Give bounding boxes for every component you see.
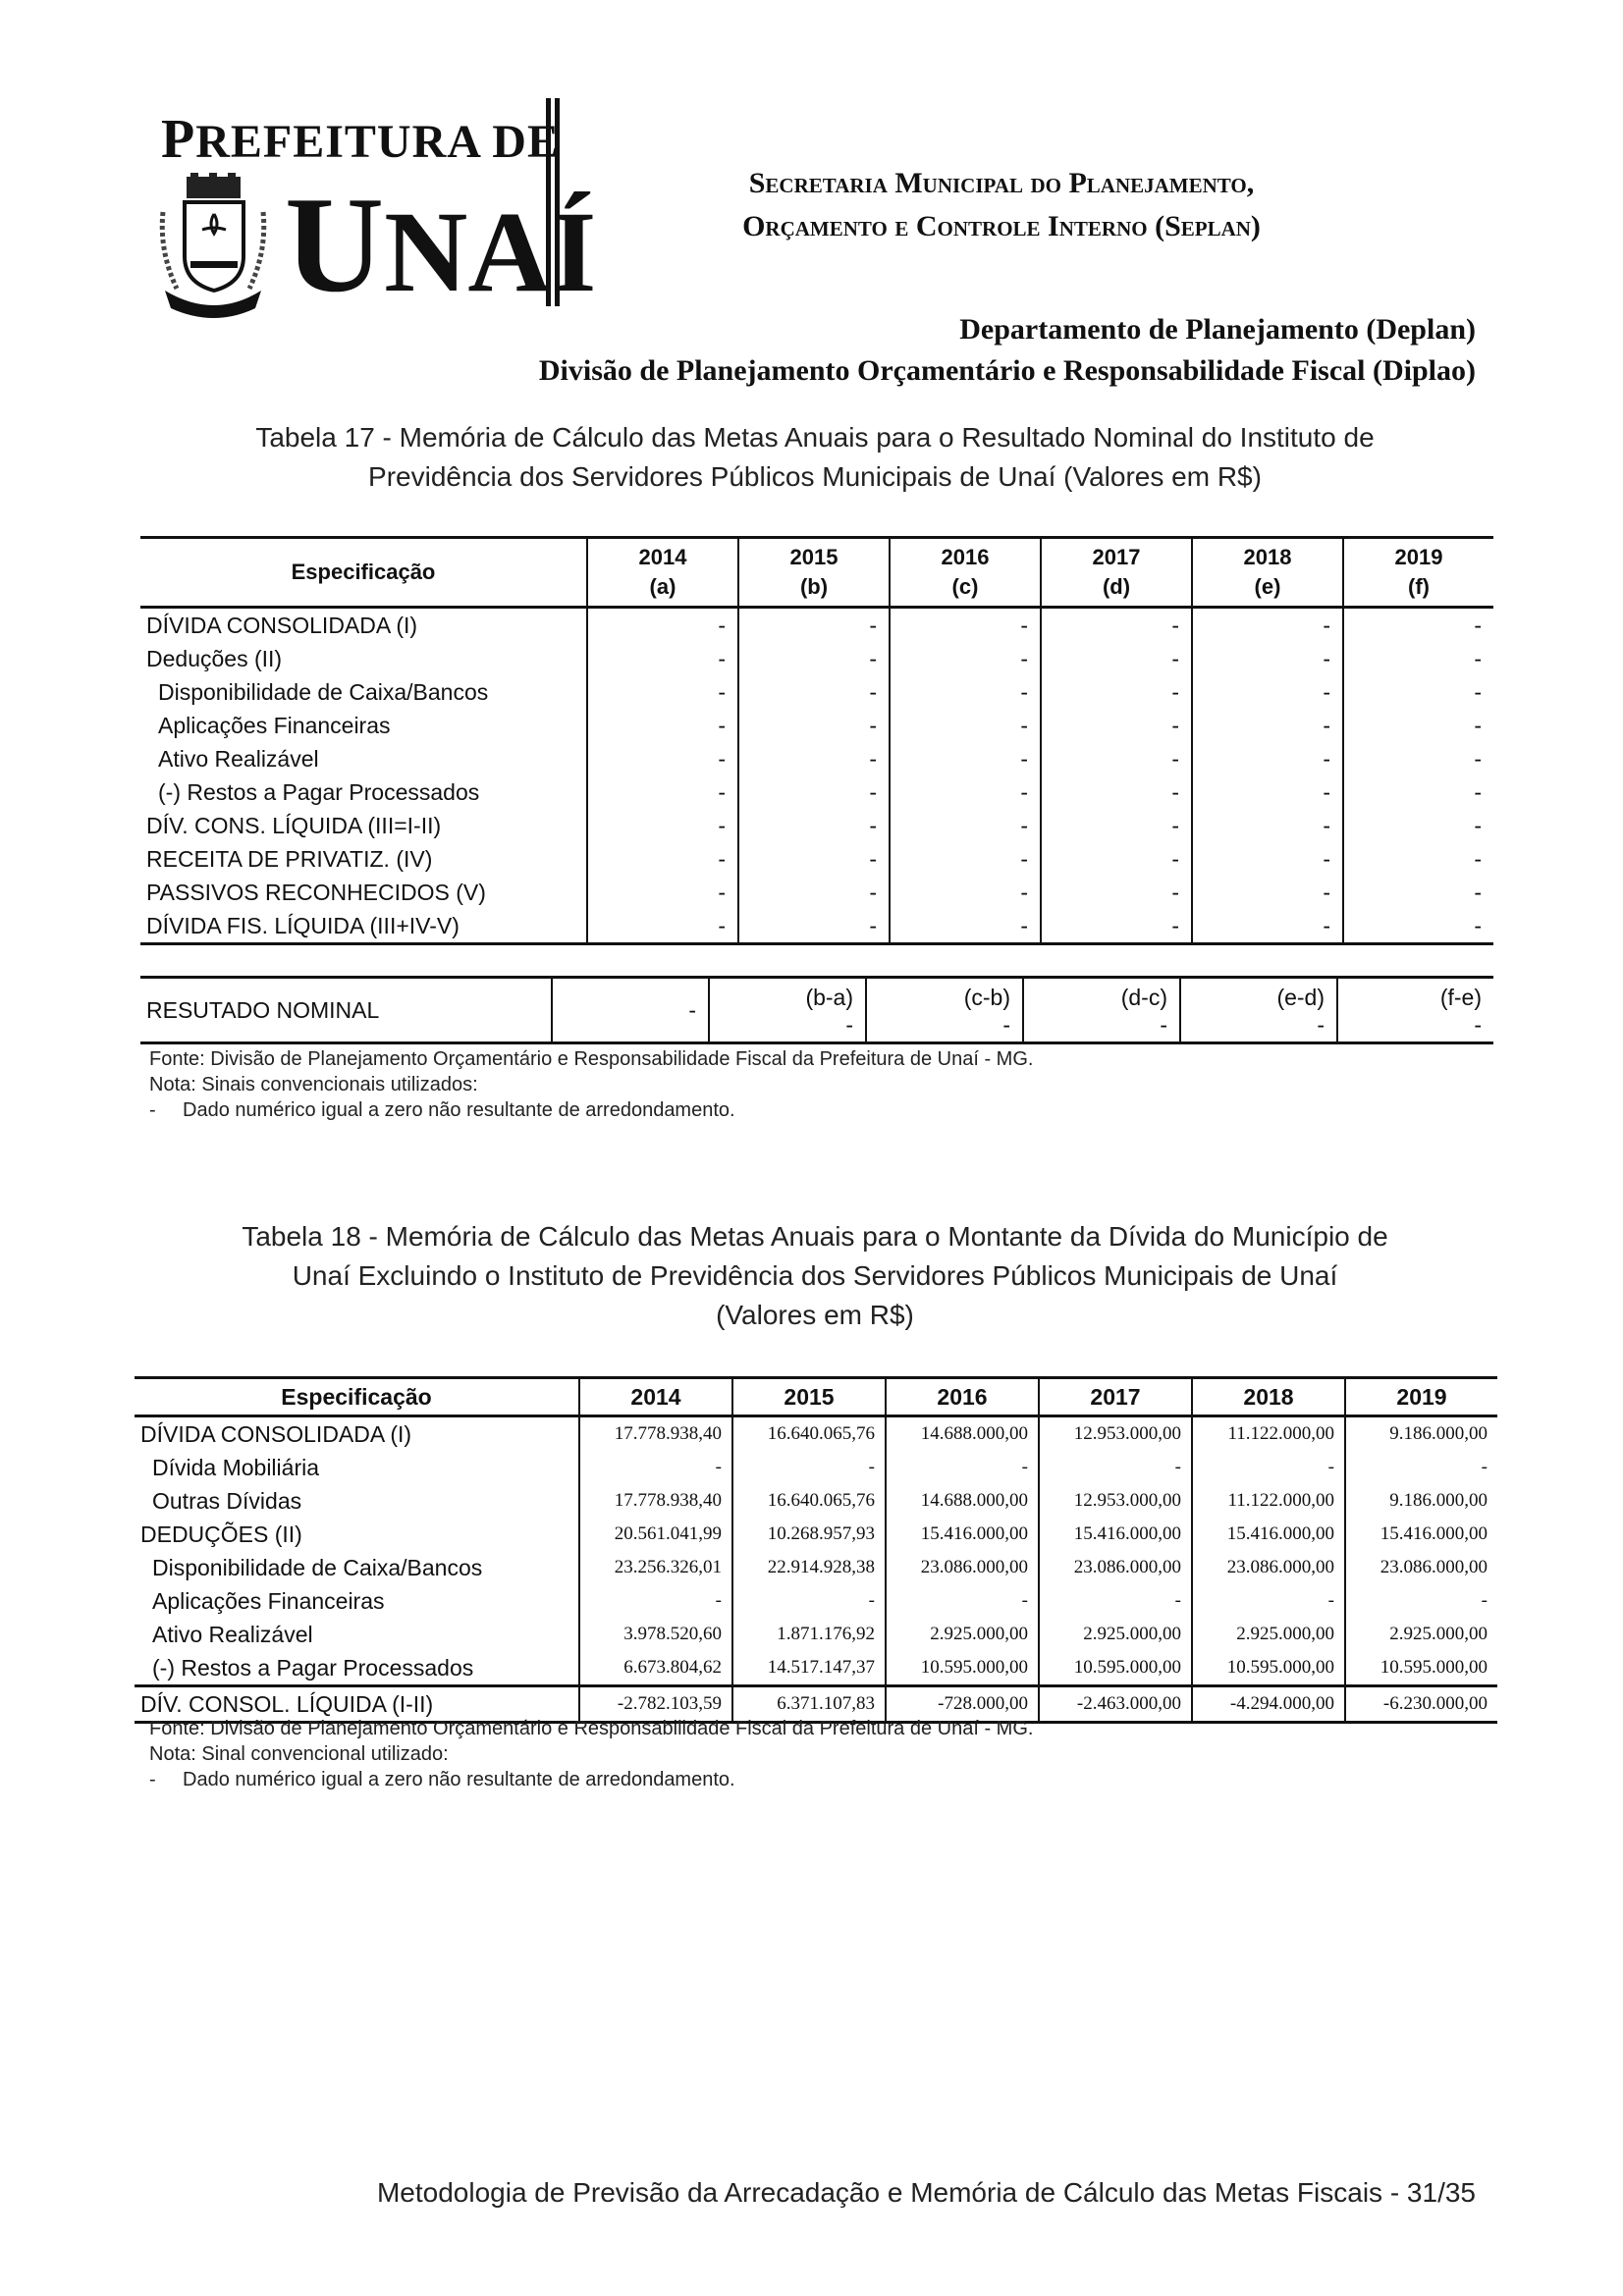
table-row: [140, 675, 1493, 709]
value-cell: -: [738, 909, 890, 944]
value-cell: 20.561.041,99: [579, 1518, 732, 1551]
table-row: [140, 608, 1493, 643]
value-cell: -: [587, 809, 738, 842]
value-cell: 10.595.000,00: [886, 1651, 1039, 1686]
value-cell: 15.416.000,00: [1039, 1518, 1192, 1551]
year-header: 2017: [1039, 1378, 1192, 1416]
year-header: 2015: [732, 1378, 886, 1416]
value-cell: 16.640.065,76: [732, 1416, 886, 1452]
value-cell: 6.673.804,62: [579, 1651, 732, 1686]
logo-title-line1: PREFEITURA DE: [161, 109, 560, 170]
value-cell: 14.688.000,00: [886, 1484, 1039, 1518]
value-cell: -: [1343, 742, 1493, 775]
row-label: DÍVIDA CONSOLIDADA (I): [140, 1421, 412, 1447]
value-cell: -: [1041, 642, 1192, 675]
value-cell: 16.640.065,76: [732, 1484, 886, 1518]
table-row: [140, 909, 1493, 944]
value-cell: -728.000,00: [886, 1686, 1039, 1723]
value-cell: -: [587, 775, 738, 809]
year-header: 2018: [1192, 1378, 1345, 1416]
value-cell: -: [587, 842, 738, 876]
value-cell: -: [1343, 909, 1493, 944]
value-cell: -4.294.000,00: [1192, 1686, 1345, 1723]
value-cell: -: [1192, 1584, 1345, 1618]
value-cell: 22.914.928,38: [732, 1551, 886, 1584]
municipal-coat-of-arms-icon: [157, 173, 270, 320]
row-label: DÍV. CONS. LÍQUIDA (III=I-II): [146, 813, 442, 838]
year-header: 2019: [1345, 1378, 1497, 1416]
value-cell: -: [1192, 709, 1343, 742]
table-row: [135, 1618, 1497, 1651]
row-label: DÍVIDA CONSOLIDADA (I): [146, 613, 418, 638]
value-cell: -: [886, 1584, 1039, 1618]
table17-nominal-result: [140, 976, 1493, 1044]
value-cell: -: [579, 1584, 732, 1618]
row-label: Disponibilidade de Caixa/Bancos: [158, 679, 489, 705]
value-cell: 11.122.000,00: [1192, 1484, 1345, 1518]
value-cell: 15.416.000,00: [886, 1518, 1039, 1551]
value-cell: -: [732, 1584, 886, 1618]
value-cell: 2.925.000,00: [1039, 1618, 1192, 1651]
secretaria-title: Secretaria Municipal do Planejamento, Orçamento e Controle Interno (Seplan): [742, 167, 1261, 242]
value-cell: -2.463.000,00: [1039, 1686, 1192, 1723]
value-cell: 2.925.000,00: [886, 1618, 1039, 1651]
value-cell: -: [1192, 742, 1343, 775]
row-label: RECEITA DE PRIVATIZ. (IV): [146, 846, 433, 872]
page-header: [0, 0, 1623, 412]
value-cell: 23.086.000,00: [1192, 1551, 1345, 1584]
value-cell: -: [1041, 909, 1192, 944]
row-label: Disponibilidade de Caixa/Bancos: [152, 1555, 483, 1580]
value-cell: 6.371.107,83: [732, 1686, 886, 1723]
value-cell: 23.086.000,00: [886, 1551, 1039, 1584]
value-cell: -: [1192, 608, 1343, 643]
value-cell: 12.953.000,00: [1039, 1484, 1192, 1518]
value-cell: 15.416.000,00: [1345, 1518, 1497, 1551]
table17-header-row: [140, 538, 1493, 608]
value-cell: -: [738, 642, 890, 675]
value-cell: -: [738, 608, 890, 643]
row-label: DÍVIDA FIS. LÍQUIDA (III+IV-V): [140, 909, 587, 944]
value-cell: -: [1192, 842, 1343, 876]
value-cell: -: [890, 809, 1041, 842]
year-header: 2019 (f): [1343, 538, 1493, 608]
header-divider: [546, 98, 560, 306]
value-cell: -: [1041, 675, 1192, 709]
table-row: [135, 1451, 1497, 1484]
value-cell: 10.595.000,00: [1345, 1651, 1497, 1686]
value-cell: -: [1343, 809, 1493, 842]
value-cell: 23.256.326,01: [579, 1551, 732, 1584]
table-row: [140, 809, 1493, 842]
table18-header-row: [135, 1378, 1497, 1416]
value-cell: -: [1041, 608, 1192, 643]
value-cell: 23.086.000,00: [1039, 1551, 1192, 1584]
value-cell: -: [587, 742, 738, 775]
value-cell: -: [890, 608, 1041, 643]
value-cell: -: [1192, 876, 1343, 909]
value-cell: -: [890, 775, 1041, 809]
table18-caption: Tabela 18 - Memória de Cálculo das Metas Anuais para o Montante da Dívida do Município de Unaí Excluindo o Instituto de Previdência dos Servidores Públicos Municipais de Unaí (Valores em R$): [242, 1221, 1388, 1330]
value-cell: 9.186.000,00: [1345, 1484, 1497, 1518]
value-cell: 15.416.000,00: [1192, 1518, 1345, 1551]
conventions-note: Nota: Sinal convencional utilizado:: [149, 1743, 449, 1765]
value-cell: -: [890, 709, 1041, 742]
value-cell: 14.688.000,00: [886, 1416, 1039, 1452]
value-cell: -: [1343, 842, 1493, 876]
source-note: Fonte: Divisão de Planejamento Orçamentário e Responsabilidade Fiscal da Prefeitura de Unaí - MG.: [149, 1718, 1034, 1739]
nominal-result-row: [140, 978, 1493, 1043]
table-row: [135, 1518, 1497, 1551]
table-row: [135, 1416, 1497, 1452]
value-cell: -: [890, 876, 1041, 909]
year-header: 2014: [579, 1378, 732, 1416]
legend-item: - Dado numérico igual a zero não resultante de arredondamento.: [149, 1769, 735, 1790]
value-cell: -: [1192, 642, 1343, 675]
nominal-cell: (f-e) -: [1337, 978, 1493, 1043]
value-cell: -: [1041, 809, 1192, 842]
nominal-cell: (d-c) -: [1023, 978, 1180, 1043]
prefeitura-logo: [157, 108, 597, 324]
value-cell: -: [1041, 842, 1192, 876]
nominal-cell: (c-b) -: [866, 978, 1023, 1043]
row-label: Dívida Mobiliária: [152, 1455, 320, 1480]
value-cell: 14.517.147,37: [732, 1651, 886, 1686]
value-cell: -: [587, 608, 738, 643]
nominal-cell: (b-a) -: [709, 978, 866, 1043]
row-label: PASSIVOS RECONHECIDOS (V): [146, 880, 486, 905]
value-cell: -: [1343, 709, 1493, 742]
value-cell: -: [1041, 709, 1192, 742]
value-cell: -: [738, 709, 890, 742]
row-label: Outras Dívidas: [152, 1488, 302, 1514]
table-row: [135, 1551, 1497, 1584]
value-cell: -: [738, 842, 890, 876]
table-row: [140, 709, 1493, 742]
value-cell: -6.230.000,00: [1345, 1686, 1497, 1723]
page-footer: Metodologia de Previsão da Arrecadação e Memória de Cálculo das Metas Fiscais - 31/35: [376, 2177, 1476, 2208]
value-cell: -: [1039, 1451, 1192, 1484]
value-cell: 12.953.000,00: [1039, 1416, 1192, 1452]
value-cell: -: [890, 675, 1041, 709]
row-label: DÍV. CONSOL. LÍQUIDA (I-II): [135, 1686, 579, 1723]
value-cell: 1.871.176,92: [732, 1618, 886, 1651]
source-note: Fonte: Divisão de Planejamento Orçamentário e Responsabilidade Fiscal da Prefeitura de Unaí - MG.: [149, 1048, 1034, 1070]
legend-item: - Dado numérico igual a zero não resultante de arredondamento.: [149, 1099, 735, 1121]
value-cell: -: [1041, 775, 1192, 809]
value-cell: -: [1343, 775, 1493, 809]
table-row: [140, 876, 1493, 909]
value-cell: -: [587, 642, 738, 675]
row-label: (-) Restos a Pagar Processados: [152, 1655, 474, 1681]
value-cell: 2.925.000,00: [1345, 1618, 1497, 1651]
value-cell: 10.268.957,93: [732, 1518, 886, 1551]
value-cell: -: [1192, 1451, 1345, 1484]
value-cell: -: [1192, 909, 1343, 944]
row-label: Aplicações Financeiras: [152, 1588, 385, 1614]
value-cell: -: [886, 1451, 1039, 1484]
year-header: 2017 (d): [1041, 538, 1192, 608]
department-heading: Departamento de Planejamento (Deplan) Divisão de Planejamento Orçamentário e Responsabilidade Fiscal (Diplao): [538, 313, 1476, 387]
value-cell: 10.595.000,00: [1039, 1651, 1192, 1686]
value-cell: -: [1345, 1584, 1497, 1618]
value-cell: -: [587, 909, 738, 944]
value-cell: -: [890, 642, 1041, 675]
value-cell: -: [738, 742, 890, 775]
table-row: [140, 775, 1493, 809]
value-cell: -: [1343, 608, 1493, 643]
value-cell: -: [890, 742, 1041, 775]
value-cell: -: [579, 1451, 732, 1484]
value-cell: -: [738, 809, 890, 842]
table-row: [135, 1484, 1497, 1518]
table-row: [140, 642, 1493, 675]
value-cell: -: [587, 675, 738, 709]
value-cell: -: [738, 775, 890, 809]
value-cell: 10.595.000,00: [1192, 1651, 1345, 1686]
row-label: (-) Restos a Pagar Processados: [158, 779, 480, 805]
year-header: 2016 (c): [890, 538, 1041, 608]
value-cell: 9.186.000,00: [1345, 1416, 1497, 1452]
value-cell: -: [738, 675, 890, 709]
table17: [140, 536, 1493, 945]
table18: [135, 1376, 1497, 1724]
row-label: DEDUÇÕES (II): [140, 1522, 302, 1547]
value-cell: 23.086.000,00: [1345, 1551, 1497, 1584]
value-cell: -: [890, 842, 1041, 876]
value-cell: -: [1343, 675, 1493, 709]
nominal-cell: (e-d) -: [1180, 978, 1337, 1043]
nominal-first-value: -: [552, 978, 709, 1043]
value-cell: -: [732, 1451, 886, 1484]
logo-title-line2: UNAÍ: [285, 169, 597, 321]
year-header: 2018 (e): [1192, 538, 1343, 608]
value-cell: -: [890, 909, 1041, 944]
value-cell: -: [1192, 675, 1343, 709]
value-cell: -: [1345, 1451, 1497, 1484]
year-header: 2014 (a): [587, 538, 738, 608]
row-label: Ativo Realizável: [158, 746, 319, 772]
year-header: 2016: [886, 1378, 1039, 1416]
value-cell: 3.978.520,60: [579, 1618, 732, 1651]
table-row: [140, 742, 1493, 775]
value-cell: -: [1041, 876, 1192, 909]
value-cell: -2.782.103,59: [579, 1686, 732, 1723]
table-row: [140, 842, 1493, 876]
value-cell: -: [587, 709, 738, 742]
table-row: [135, 1584, 1497, 1618]
value-cell: -: [1343, 642, 1493, 675]
nominal-result-label: RESUTADO NOMINAL: [140, 978, 552, 1043]
value-cell: -: [1343, 876, 1493, 909]
value-cell: -: [587, 876, 738, 909]
year-header: 2015 (b): [738, 538, 890, 608]
table-row: [135, 1651, 1497, 1686]
row-label: Deduções (II): [146, 646, 283, 671]
table17-caption: Tabela 17 - Memória de Cálculo das Metas Anuais para o Resultado Nominal do Instituto de Previdência dos Servidores Públicos Municipais de Unaí (Valores em R$): [255, 422, 1375, 492]
spec-header: Especificação: [135, 1378, 579, 1416]
spec-header: Especificação: [140, 538, 587, 608]
value-cell: 11.122.000,00: [1192, 1416, 1345, 1452]
value-cell: -: [1041, 742, 1192, 775]
row-label: Ativo Realizável: [152, 1622, 313, 1647]
value-cell: -: [1192, 809, 1343, 842]
value-cell: -: [738, 876, 890, 909]
value-cell: 17.778.938,40: [579, 1416, 732, 1452]
value-cell: 2.925.000,00: [1192, 1618, 1345, 1651]
table17-notes: [149, 1046, 1033, 1123]
table18-notes: [149, 1716, 1033, 1792]
value-cell: 17.778.938,40: [579, 1484, 732, 1518]
value-cell: -: [1039, 1584, 1192, 1618]
conventions-note: Nota: Sinais convencionais utilizados:: [149, 1074, 478, 1095]
row-label: Aplicações Financeiras: [158, 713, 391, 738]
value-cell: -: [1192, 775, 1343, 809]
